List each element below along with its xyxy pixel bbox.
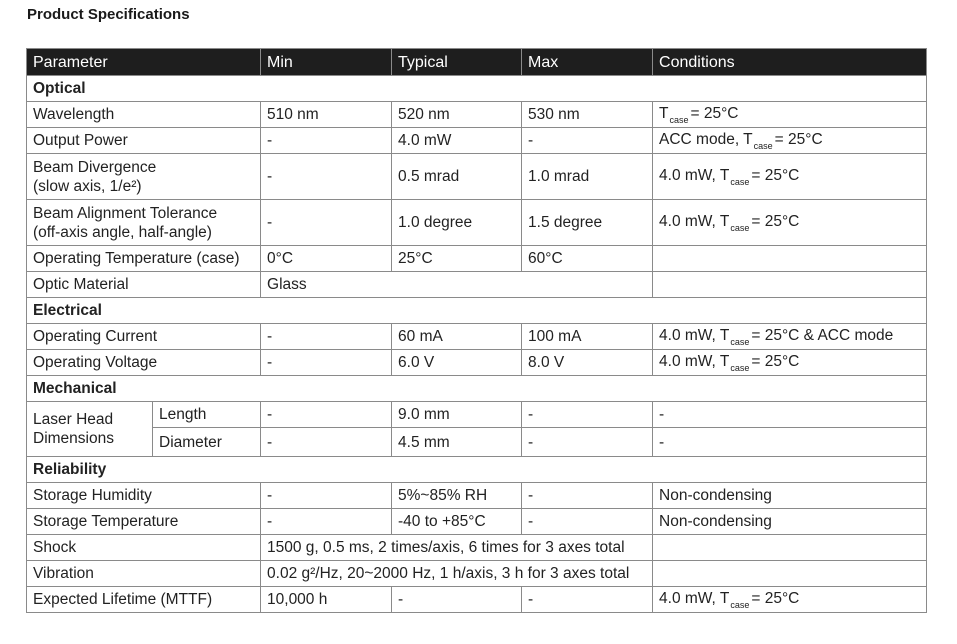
section-label: Electrical <box>27 298 927 324</box>
param-cell: Expected Lifetime (MTTF) <box>27 587 261 613</box>
min-cell: - <box>261 200 392 246</box>
table-row <box>27 324 927 350</box>
sub-param-cell: Length <box>153 402 261 428</box>
max-cell: - <box>522 483 653 509</box>
conditions-cell <box>653 350 927 376</box>
table-row <box>27 102 927 128</box>
typical-cell: 5%~85% RH <box>392 483 522 509</box>
cond-text: 4.0 mW, T <box>659 167 730 184</box>
table-row <box>27 200 927 246</box>
section-row-mechanical <box>27 376 927 402</box>
cond-text: = 25°C <box>774 131 823 148</box>
conditions-cell <box>653 154 927 200</box>
table-row <box>27 535 927 561</box>
conditions-cell: - <box>653 402 927 428</box>
table-header-row <box>27 49 927 76</box>
param-cell: Shock <box>27 535 261 561</box>
param-line: Beam Alignment Tolerance <box>33 204 218 222</box>
value-cell: 0.02 g²/Hz, 20~2000 Hz, 1 h/axis, 3 h for 3 axes total <box>261 561 653 587</box>
param-cell: Storage Temperature <box>27 509 261 535</box>
min-cell: - <box>261 428 392 457</box>
param-line: (off-axis angle, half-angle) <box>33 223 212 241</box>
cond-subscript: case <box>753 141 773 151</box>
conditions-cell <box>653 587 927 613</box>
col-header-min: Min <box>261 49 392 76</box>
max-cell: - <box>522 428 653 457</box>
cond-text: = 25°C <box>751 213 800 230</box>
value-cell: 1500 g, 0.5 ms, 2 times/axis, 6 times for 3 axes total <box>261 535 653 561</box>
conditions-cell <box>653 128 927 154</box>
param-cell: Output Power <box>27 128 261 154</box>
cond-text: 4.0 mW, T <box>659 590 730 607</box>
max-cell: 8.0 V <box>522 350 653 376</box>
conditions-cell <box>653 102 927 128</box>
cond-subscript: case <box>730 223 750 233</box>
param-cell: Optic Material <box>27 272 261 298</box>
section-row-optical <box>27 76 927 102</box>
cond-text: = 25°C <box>751 353 800 370</box>
table-row <box>27 402 927 428</box>
param-cell: Wavelength <box>27 102 261 128</box>
value-cell: Glass <box>261 272 653 298</box>
max-cell: - <box>522 128 653 154</box>
typical-cell: 9.0 mm <box>392 402 522 428</box>
table-row <box>27 154 927 200</box>
param-cell: Operating Current <box>27 324 261 350</box>
cond-subscript: case <box>730 363 750 373</box>
col-header-conditions: Conditions <box>653 49 927 76</box>
cond-subscript: case <box>669 115 689 125</box>
col-header-parameter: Parameter <box>27 49 261 76</box>
typical-cell: -40 to +85°C <box>392 509 522 535</box>
conditions-cell: Non-condensing <box>653 483 927 509</box>
min-cell: 10,000 h <box>261 587 392 613</box>
typical-cell: 6.0 V <box>392 350 522 376</box>
param-cell <box>27 402 153 457</box>
page-title: Product Specifications <box>27 6 190 23</box>
conditions-cell: Non-condensing <box>653 509 927 535</box>
min-cell: 510 nm <box>261 102 392 128</box>
min-cell: - <box>261 324 392 350</box>
cond-text: = 25°C <box>690 105 739 122</box>
typical-cell: 4.0 mW <box>392 128 522 154</box>
cond-text: ACC mode, T <box>659 131 753 148</box>
param-cell: Vibration <box>27 561 261 587</box>
table-row <box>27 509 927 535</box>
param-line: Beam Divergence <box>33 158 157 176</box>
min-cell: - <box>261 154 392 200</box>
max-cell: - <box>522 587 653 613</box>
typical-cell: 25°C <box>392 246 522 272</box>
min-cell: - <box>261 509 392 535</box>
cond-subscript: case <box>730 337 750 347</box>
param-line: (slow axis, 1/e²) <box>33 177 142 195</box>
table-row <box>27 428 927 457</box>
param-cell: Operating Temperature (case) <box>27 246 261 272</box>
max-cell: 530 nm <box>522 102 653 128</box>
typical-cell: 0.5 mrad <box>392 154 522 200</box>
section-label: Reliability <box>27 457 927 483</box>
cond-text: 4.0 mW, T <box>659 213 730 230</box>
min-cell: - <box>261 483 392 509</box>
param-cell <box>27 200 261 246</box>
param-line: Dimensions <box>33 430 114 447</box>
max-cell: - <box>522 402 653 428</box>
col-header-max: Max <box>522 49 653 76</box>
table-row <box>27 483 927 509</box>
max-cell: 1.0 mrad <box>522 154 653 200</box>
conditions-cell <box>653 535 927 561</box>
table-row <box>27 246 927 272</box>
max-cell: 60°C <box>522 246 653 272</box>
section-row-reliability <box>27 457 927 483</box>
col-header-typical: Typical <box>392 49 522 76</box>
cond-text: = 25°C & ACC mode <box>751 327 894 344</box>
specifications-table <box>26 48 927 613</box>
cond-subscript: case <box>730 600 750 610</box>
cond-subscript: case <box>730 177 750 187</box>
sub-param-cell: Diameter <box>153 428 261 457</box>
cond-text: T <box>659 105 669 122</box>
table-row <box>27 350 927 376</box>
cond-text: 4.0 mW, T <box>659 353 730 370</box>
conditions-cell <box>653 246 927 272</box>
table-row <box>27 561 927 587</box>
min-cell: - <box>261 350 392 376</box>
max-cell: - <box>522 509 653 535</box>
conditions-cell <box>653 561 927 587</box>
section-label: Optical <box>27 76 927 102</box>
section-label: Mechanical <box>27 376 927 402</box>
table-row <box>27 128 927 154</box>
min-cell: 0°C <box>261 246 392 272</box>
param-cell: Storage Humidity <box>27 483 261 509</box>
conditions-cell: - <box>653 428 927 457</box>
conditions-cell <box>653 324 927 350</box>
min-cell: - <box>261 402 392 428</box>
section-row-electrical <box>27 298 927 324</box>
typical-cell: 520 nm <box>392 102 522 128</box>
cond-text: = 25°C <box>751 167 800 184</box>
max-cell: 100 mA <box>522 324 653 350</box>
typical-cell: 60 mA <box>392 324 522 350</box>
typical-cell: 4.5 mm <box>392 428 522 457</box>
cond-text: 4.0 mW, T <box>659 327 730 344</box>
cond-text: = 25°C <box>751 590 800 607</box>
typical-cell: - <box>392 587 522 613</box>
param-cell <box>27 154 261 200</box>
conditions-cell <box>653 200 927 246</box>
table-row <box>27 587 927 613</box>
min-cell: - <box>261 128 392 154</box>
conditions-cell <box>653 272 927 298</box>
typical-cell: 1.0 degree <box>392 200 522 246</box>
param-line: Laser Head <box>33 411 114 428</box>
max-cell: 1.5 degree <box>522 200 653 246</box>
table-row <box>27 272 927 298</box>
param-cell: Operating Voltage <box>27 350 261 376</box>
